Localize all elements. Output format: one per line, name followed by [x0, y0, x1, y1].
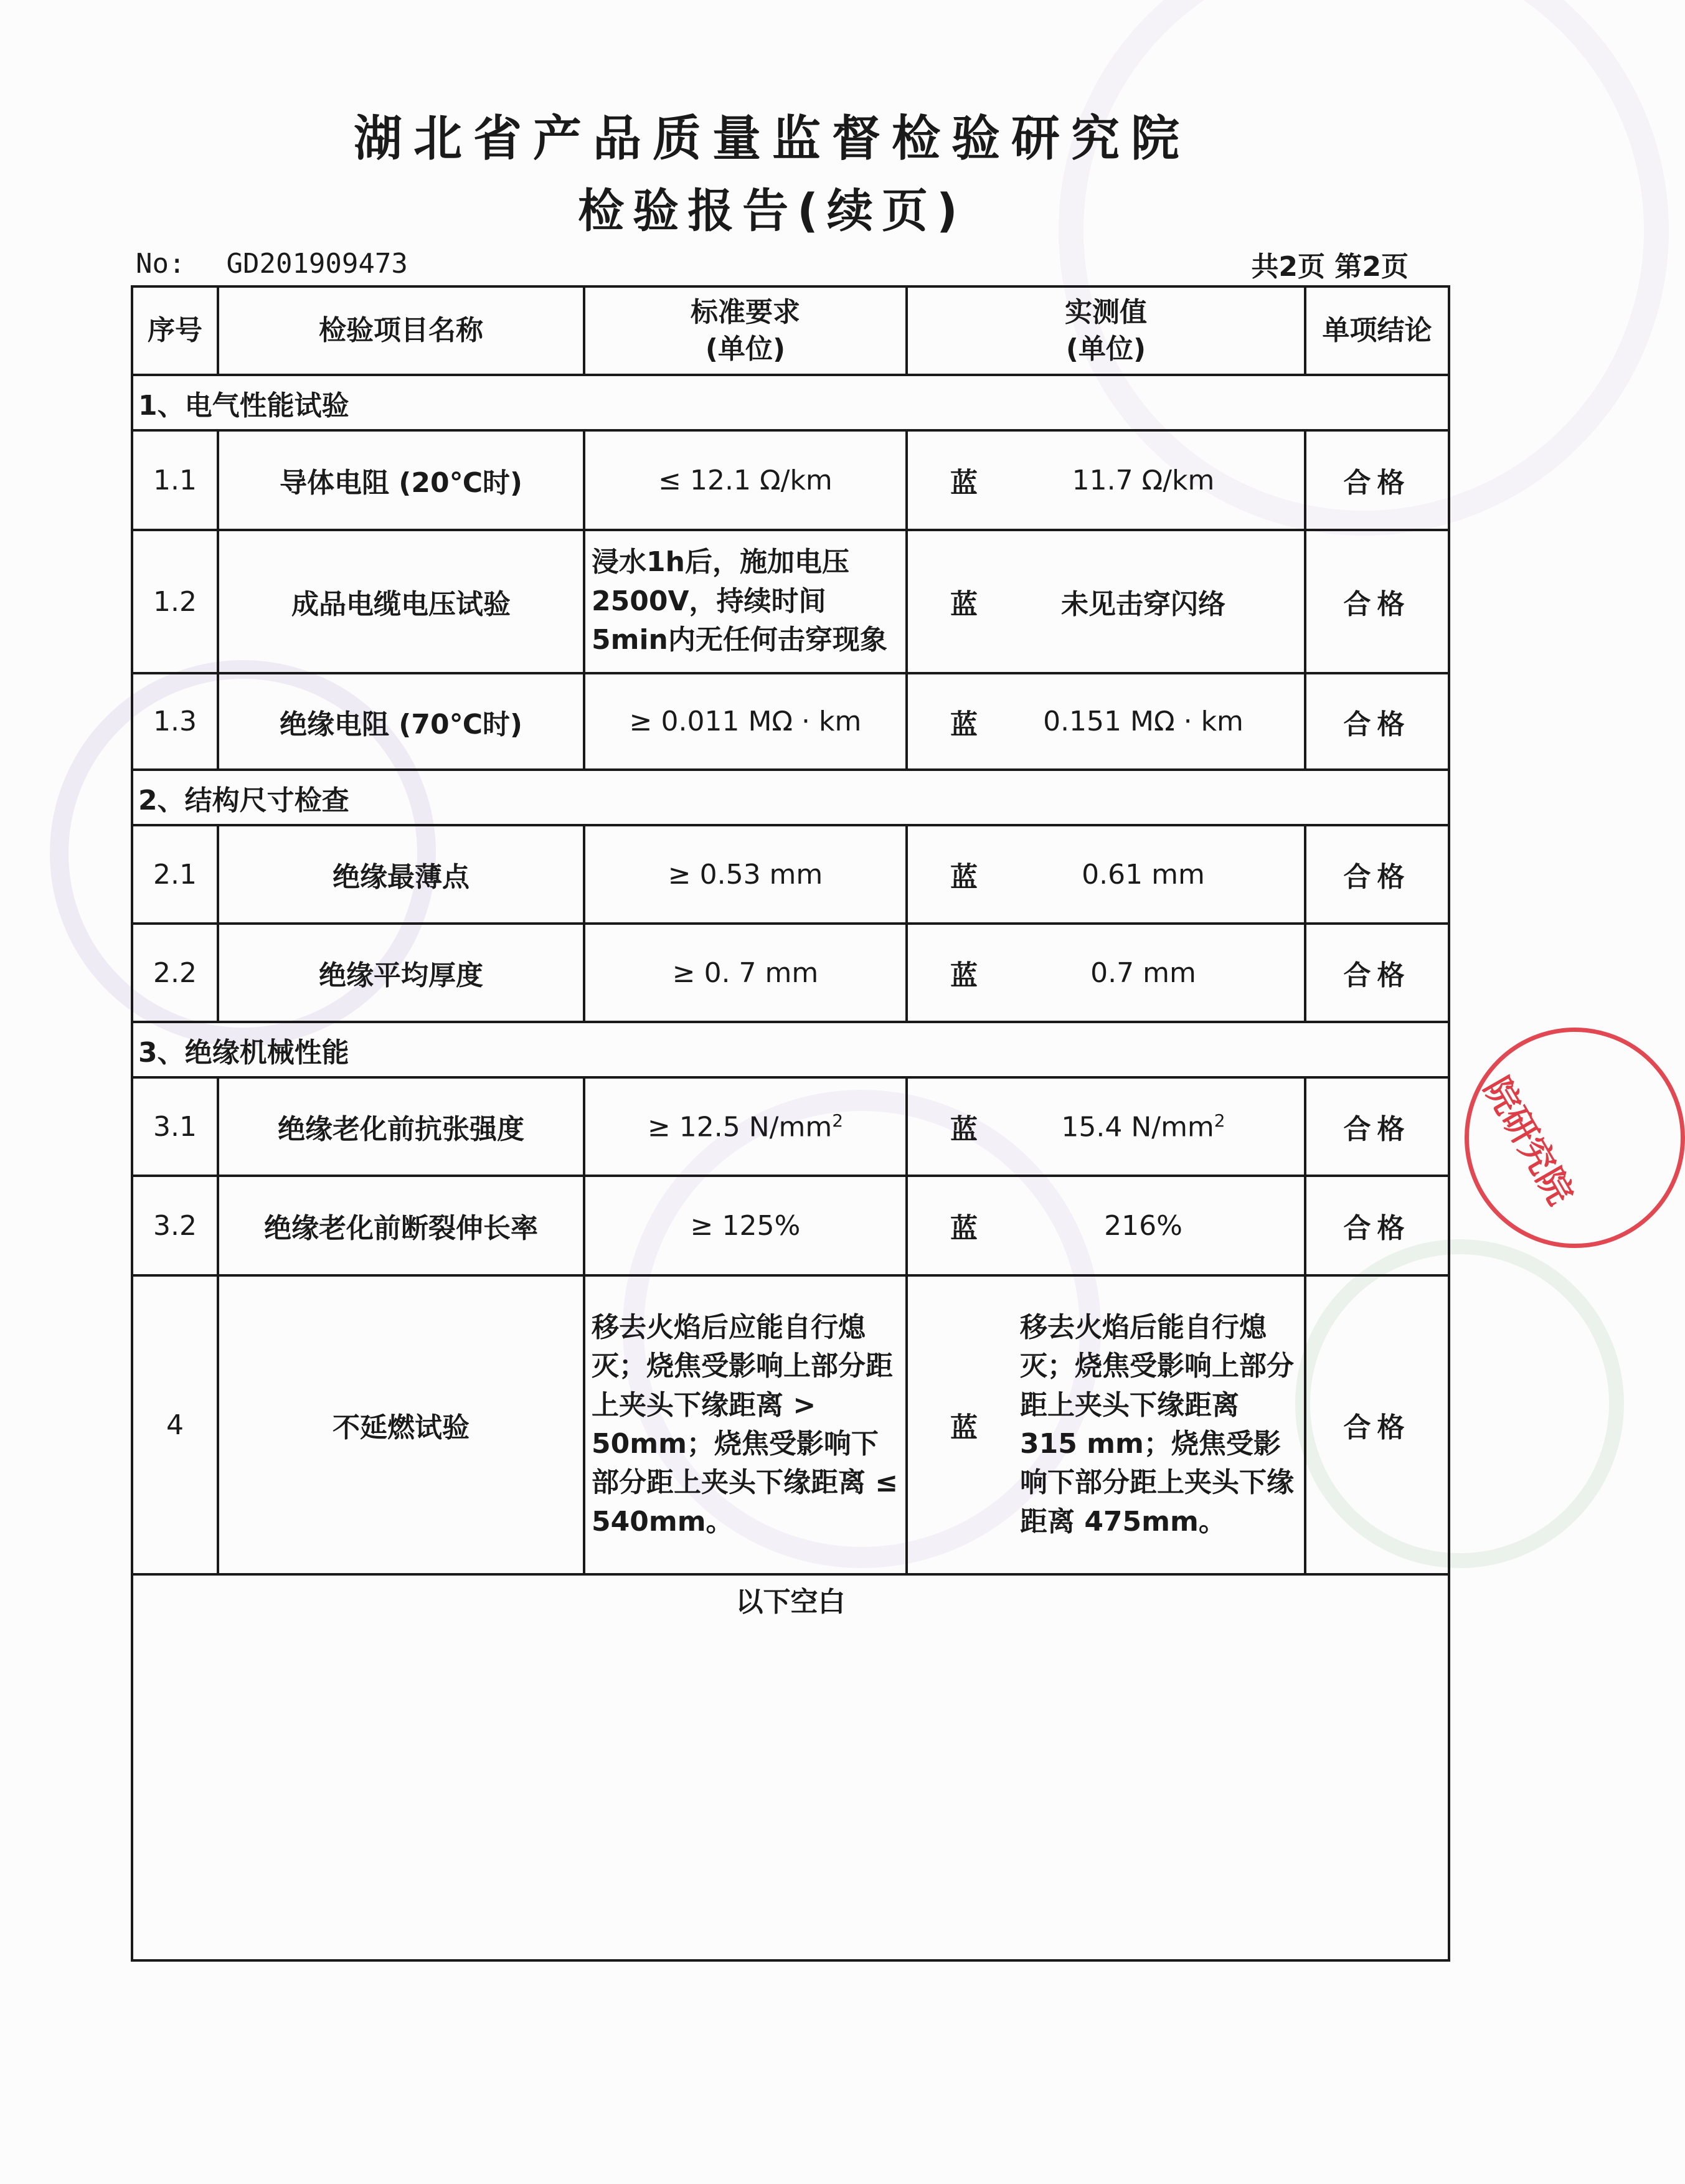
row-requirement: ≤ 12.1 Ω/km — [584, 430, 907, 530]
row-measured — [907, 673, 1305, 770]
measured-value: 0.151 MΩ · km — [1043, 706, 1244, 737]
table-row — [132, 430, 1449, 530]
row-conclusion: 合格 — [1305, 530, 1449, 673]
row-item: 绝缘老化前抗张强度 — [218, 1077, 584, 1176]
header-measured: 实测值 (单位) — [907, 286, 1305, 375]
table-row — [132, 924, 1449, 1022]
table-row — [132, 1077, 1449, 1176]
blank-note: 以下空白 — [132, 1574, 1449, 1960]
row-requirement: ≥ 0.53 mm — [584, 825, 907, 924]
measured-value: 0.7 mm — [1090, 957, 1196, 989]
row-seq: 1.1 — [132, 430, 218, 530]
table-row — [132, 530, 1449, 673]
row-requirement: ≥ 0.011 MΩ · km — [584, 673, 907, 770]
red-seal-stamp — [1465, 1028, 1685, 1248]
row-conclusion: 合格 — [1305, 430, 1449, 530]
section-title: 2、结构尺寸检查 — [132, 770, 1449, 825]
row-measured — [907, 1077, 1305, 1176]
row-conclusion: 合格 — [1305, 1275, 1449, 1574]
row-requirement: 移去火焰后应能自行熄灭；烧焦受影响上部分距上夹头下缘距离 > 50mm；烧焦受影响下部分距上夹头下缘距离 ≤ 540mm。 — [584, 1275, 907, 1574]
section-title: 1、电气性能试验 — [132, 375, 1449, 430]
sample-color: 蓝 — [950, 708, 978, 740]
row-measured — [907, 430, 1305, 530]
sample-color: 蓝 — [950, 1412, 978, 1444]
inspection-table — [131, 285, 1450, 1962]
row-seq: 1.3 — [132, 673, 218, 770]
report-title: 检验报告(续页) — [578, 184, 966, 238]
row-measured — [907, 1275, 1305, 1574]
row-seq: 3.2 — [132, 1176, 218, 1275]
section-row — [132, 770, 1449, 825]
row-requirement: ≥ 0. 7 mm — [584, 924, 907, 1022]
row-requirement: ≥ 12.5 $N/mm^2$ — [584, 1077, 907, 1176]
measured-value: 未见击穿闪络 — [1061, 589, 1225, 620]
row-conclusion: 合格 — [1305, 1176, 1449, 1275]
section-title: 3、绝缘机械性能 — [132, 1022, 1449, 1077]
row-requirement: 浸水1h后，施加电压2500V，持续时间5min内无任何击穿现象 — [584, 530, 907, 673]
table-header-row — [132, 286, 1449, 375]
sample-color: 蓝 — [950, 1213, 978, 1244]
row-measured — [907, 924, 1305, 1022]
table-row — [132, 1176, 1449, 1275]
blank-row — [132, 1574, 1449, 1960]
section-row — [132, 375, 1449, 430]
row-item: 导体电阻 (20℃时) — [218, 430, 584, 530]
row-seq: 2.1 — [132, 825, 218, 924]
row-item: 绝缘电阻 (70℃时) — [218, 673, 584, 770]
red-seal-text: 院研究院 — [1475, 1070, 1582, 1212]
institute-title: 湖北省产品质量监督检验研究院 — [353, 111, 1191, 167]
row-requirement: ≥ 125% — [584, 1176, 907, 1275]
row-seq: 1.2 — [132, 530, 218, 673]
header-item: 检验项目名称 — [218, 286, 584, 375]
header-conclusion: 单项结论 — [1305, 286, 1449, 375]
sample-color: 蓝 — [950, 861, 978, 893]
row-conclusion: 合格 — [1305, 825, 1449, 924]
report-number — [136, 248, 408, 280]
row-item: 不延燃试验 — [218, 1275, 584, 1574]
row-conclusion: 合格 — [1305, 1077, 1449, 1176]
section-row — [132, 1022, 1449, 1077]
measured-value: 移去火焰后能自行熄灭；烧焦受影响上部分距上夹头下缘距离 315 mm；烧焦受影响下部分距上夹头下缘距离 475mm。 — [1020, 1311, 1294, 1538]
sample-color: 蓝 — [950, 960, 978, 991]
row-seq: 4 — [132, 1275, 218, 1574]
report-number-label: No: — [136, 248, 186, 280]
row-item: 成品电缆电压试验 — [218, 530, 584, 673]
sample-color: 蓝 — [950, 1113, 978, 1145]
row-measured — [907, 530, 1305, 673]
table-row — [132, 825, 1449, 924]
header-seq: 序号 — [132, 286, 218, 375]
row-seq: 2.2 — [132, 924, 218, 1022]
measured-value: 11.7 Ω/km — [1072, 464, 1215, 496]
row-conclusion: 合格 — [1305, 673, 1449, 770]
header-standard: 标准要求 (单位) — [584, 286, 907, 375]
row-conclusion: 合格 — [1305, 924, 1449, 1022]
row-measured — [907, 825, 1305, 924]
table-row — [132, 673, 1449, 770]
row-seq: 3.1 — [132, 1077, 218, 1176]
row-item: 绝缘老化前断裂伸长率 — [218, 1176, 584, 1275]
sample-color: 蓝 — [950, 467, 978, 499]
measured-value: 15.4 $N/mm^2$ — [1061, 1110, 1225, 1143]
row-measured — [907, 1176, 1305, 1275]
report-number-value: GD201909473 — [226, 248, 408, 280]
row-item: 绝缘平均厚度 — [218, 924, 584, 1022]
page-indicator: 共2页 第2页 — [1251, 251, 1409, 283]
measured-value: 0.61 mm — [1082, 858, 1205, 891]
measured-value: 216% — [1104, 1209, 1182, 1242]
sample-color: 蓝 — [950, 589, 978, 620]
table-row — [132, 1275, 1449, 1574]
row-item: 绝缘最薄点 — [218, 825, 584, 924]
